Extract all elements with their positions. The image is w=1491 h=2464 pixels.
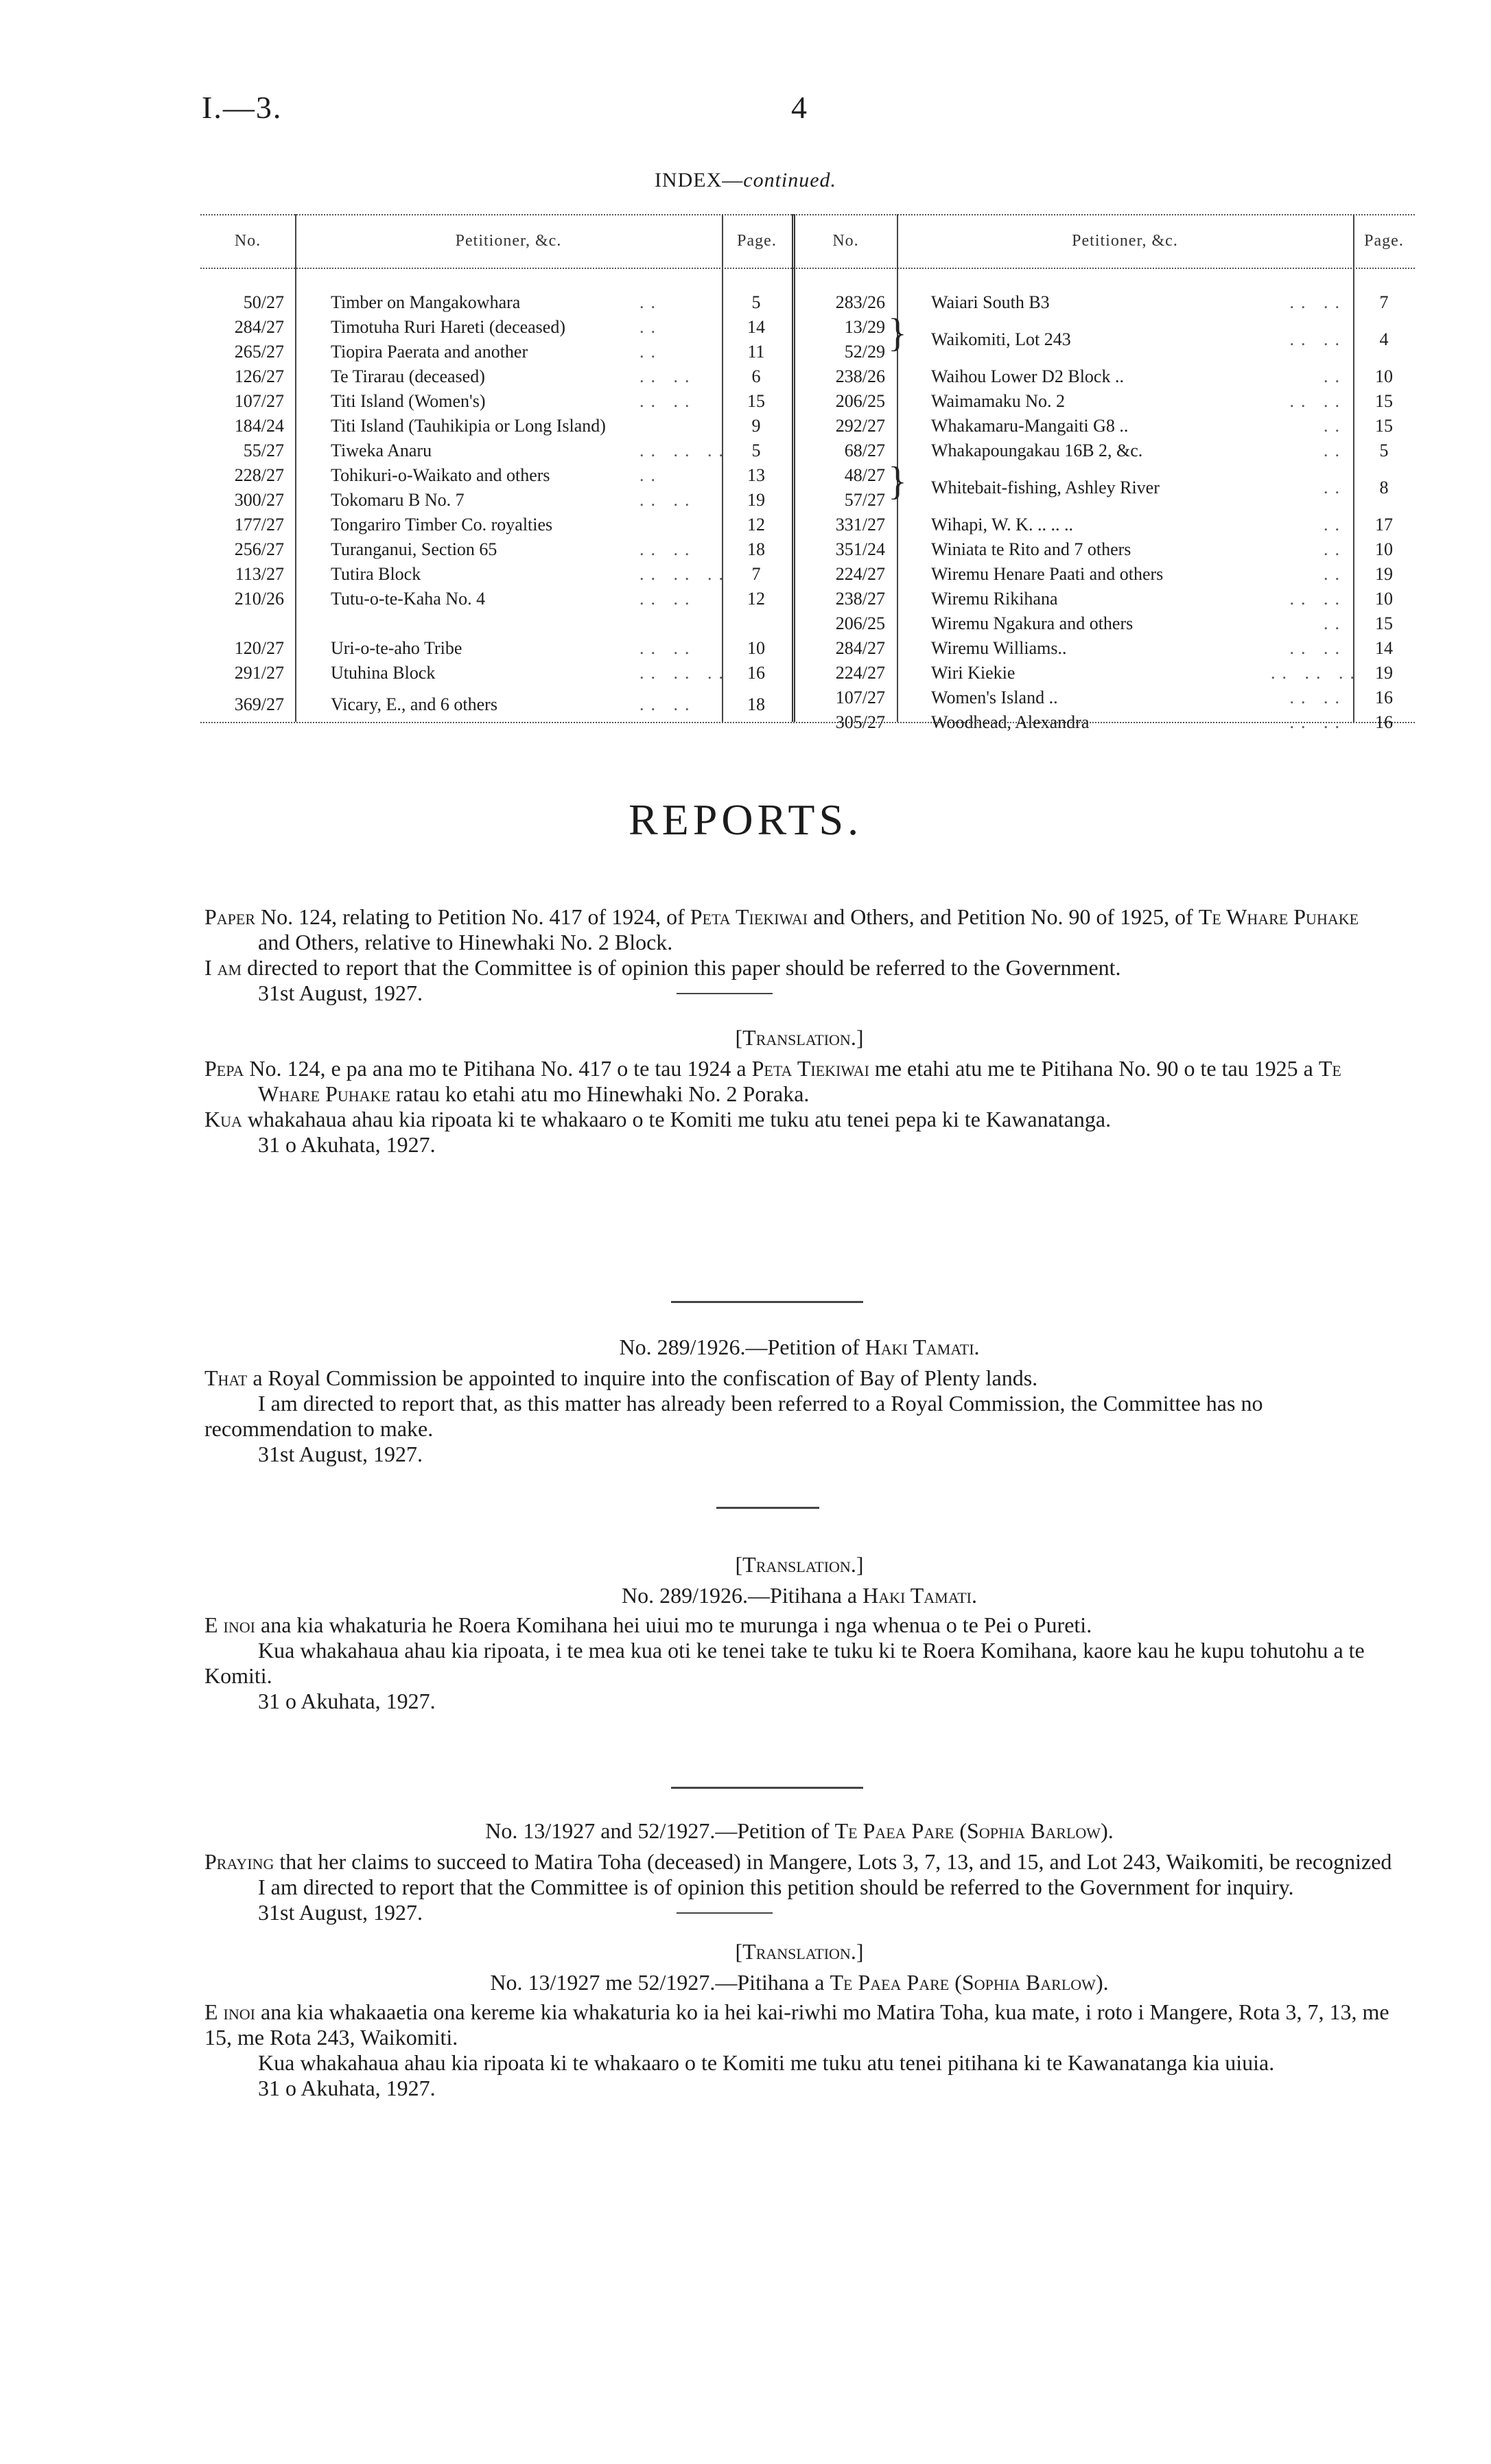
cell-no: 206/25 [835,391,885,411]
cell-leaders: .. .. [639,638,696,658]
table-row [200,366,1415,391]
cell-leaders: .. .. .. [639,564,730,584]
cell-no: 256/27 [234,539,284,559]
text-run: and Others, relative to Hinewhaki No. 2 Block. [258,930,673,954]
reports-title: REPORTS. [628,795,863,844]
cell-petitioner: Women's Island .. [931,688,1058,707]
date-text: 31 o Akuhata, 1927. [258,2076,436,2100]
cell-petitioner: Vicary, E., and 6 others [331,694,497,714]
report-body: I am directed to report that the Committee is of opinion this petition should be referred to the Government for inquiry. [258,1875,1294,1899]
cell-page: 13 [747,465,765,485]
cell-petitioner: Uri-o-te-aho Tribe [331,638,462,658]
cell-page: 12 [747,515,765,535]
table-row [200,589,1415,613]
page-number: 4 [791,90,807,125]
short-rule [677,993,773,994]
lead-word: Praying [204,1849,274,1874]
cell-leaders: .. [1324,613,1346,633]
table-row-merged [200,329,1415,354]
table-row [200,416,1415,441]
cell-no: 238/26 [835,366,885,386]
cell-leaders: .. .. [639,589,696,609]
cell-petitioner: Wiremu Rikihana [931,589,1058,609]
text-run: me etahi atu me te Pitihana No. 90 o te tau 1925 a [869,1056,1319,1081]
cell-page: 5 [751,441,761,460]
cell-petitioner: Waihou Lower D2 Block .. [931,366,1124,386]
translation-label [204,1939,1394,1964]
cell-no: 113/27 [235,564,284,584]
translation-date [204,1689,1394,1714]
cell-page: 16 [1375,712,1393,732]
report-section-paper-124 [204,904,1394,1158]
cell-petitioner: Whitebait-fishing, Ashley River [931,478,1160,497]
text-run: ana kia whakaaetia ona kereme kia whakaturia ko ia hei kai-riwhi mo Matira Toha, kua mate, i roto i Mangere, Rota 3, 7, 13, me 15, me Rota 243, Waikomiti. [204,1999,1389,2050]
person-name: Haki Tamati. [865,1335,980,1359]
cell-page: 11 [747,342,765,362]
table-row [200,663,1415,688]
translation-text: [Translation.] [735,1939,864,1964]
cell-petitioner: Tiweka Anaru [331,441,432,460]
translation-heading [204,1970,1394,1995]
translation-label [204,1025,1394,1051]
cell-petitioner: Turanganui, Section 65 [331,539,497,559]
cell-no: 305/27 [835,712,885,732]
cell-no: 48/27 [844,465,885,485]
cell-petitioner: Wihapi, W. K. .. .. .. [931,515,1073,535]
date-text: 31 o Akuhata, 1927. [258,1689,436,1713]
cell-page: 5 [1379,441,1389,460]
cell-leaders: .. [1324,366,1346,386]
report-section-289-1926 [204,1335,1394,1467]
cell-leaders: .. .. [1289,688,1346,707]
lead-word: Pepa [204,1056,244,1081]
text-run: whakahaua ahau kia ripoata ki te whakaaro o te Komiti me tuku atu tenei pepa ki te Kawanatanga. [242,1107,1112,1131]
cell-no: 292/27 [835,416,885,436]
cell-no: 300/27 [234,490,284,510]
cell-no: 120/27 [234,638,284,658]
cell-page: 7 [1379,292,1389,312]
cell-leaders: .. .. [639,539,696,559]
cell-no: 210/26 [234,589,284,609]
date-text: 31st August, 1927. [258,981,423,1005]
cell-leaders: .. .. [639,366,696,386]
cell-no: 369/27 [234,694,284,714]
person-name: Sophia Barlow [967,1818,1101,1843]
cell-petitioner: Wiremu Henare Paati and others [931,564,1164,584]
cell-page: 12 [747,589,765,609]
cell-petitioner: Waimamaku No. 2 [931,391,1066,411]
heading-text: ( [954,1818,967,1843]
cell-page: 10 [1375,539,1393,559]
cell-no: 55/27 [243,441,284,460]
cell-leaders: .. [1324,478,1346,497]
lead-word: That [204,1365,248,1390]
person-name: Te Whare Puhake [1198,904,1359,929]
report-section-13-1927 [204,1818,1394,2101]
cell-page: 5 [751,292,761,312]
cell-page: 15 [747,391,765,411]
cell-no: 238/27 [835,589,885,609]
translation-body: Kua whakahaua ahau kia ripoata ki te whakaaro o te Komiti me tuku atu tenei pitihana ki te Kawanatanga kia uiuia. [258,2050,1275,2075]
cell-page: 6 [751,366,761,386]
cell-no: 265/27 [234,342,284,362]
heading-text: No. 13/1927 me 52/1927.—Pitihana a [490,1970,830,1995]
cell-leaders: .. [639,292,662,312]
cell-petitioner: Winiata te Rito and 7 others [931,539,1131,559]
cell-petitioner: Wiremu Ngakura and others [931,613,1134,633]
cell-page: 18 [747,694,765,714]
cell-petitioner: Whakamaru-Mangaiti G8 .. [931,416,1129,436]
cell-leaders: .. .. [1289,712,1346,732]
bracket-brace: } [888,458,907,503]
cell-no: 57/27 [844,490,885,510]
cell-no: 107/27 [835,688,885,707]
heading-text: No. 289/1926.—Pitihana a [622,1583,863,1608]
header-petitioner-left: Petitioner, &c. [455,232,562,250]
cell-page: 7 [751,564,761,584]
table-row [200,712,1415,737]
cell-petitioner: Utuhina Block [331,663,436,683]
short-divider [716,1507,819,1509]
cell-no: 351/24 [835,539,885,559]
cell-leaders: .. [639,317,662,337]
cell-petitioner: Tohikuri-o-Waikato and others [331,465,550,485]
cell-page: 14 [1375,638,1393,658]
cell-petitioner: Tongariro Timber Co. royalties [331,515,553,535]
cell-no: 177/27 [234,515,284,535]
cell-page: 10 [1375,366,1393,386]
text-run: No. 124, e pa ana mo te Pitihana No. 417 o te tau 1924 a [244,1056,752,1081]
cell-page: 16 [1375,688,1393,707]
cell-leaders: .. .. .. [639,441,730,460]
cell-no: 126/27 [234,366,284,386]
cell-no: 331/27 [835,515,885,535]
person-name: Te Paea Pare [834,1818,954,1843]
cell-petitioner: Timber on Mangakowhara [331,292,521,312]
translation-prayer [204,1999,1394,2050]
table-row [200,688,1415,712]
cell-page: 15 [1375,416,1393,436]
table-row [200,613,1415,638]
report-prayer [204,1365,1394,1391]
cell-petitioner: Waiari South B3 [931,292,1050,312]
cell-petitioner: Waikomiti, Lot 243 [931,329,1071,349]
cell-no: 107/27 [234,391,284,411]
cell-page: 17 [1375,515,1393,535]
cell-no: 224/27 [835,663,885,683]
cell-page: 10 [747,638,765,658]
translation-body [204,1107,1394,1132]
cell-petitioner: Tokomaru B No. 7 [331,490,465,510]
header-no-left: No. [234,232,261,250]
cell-page: 8 [1379,478,1389,497]
cell-leaders: .. .. .. [639,663,730,683]
cell-page: 10 [1375,589,1393,609]
translation-heading [204,1583,1394,1608]
report-body: I am directed to report that, as this matter has already been referred to a Royal Commission, the Committee has no recommendation to make. [204,1391,1263,1441]
cell-page: 19 [1375,663,1393,683]
cell-leaders: .. .. [639,391,696,411]
cell-petitioner: Te Tirarau (deceased) [331,366,485,386]
table-row [200,638,1415,663]
section-divider [671,1301,863,1303]
heading-text: ( [949,1970,962,1995]
header-no-right: No. [832,232,859,250]
cell-no: 291/27 [234,663,284,683]
cell-leaders: .. .. .. [1271,663,1361,683]
translation-section-289-1926 [204,1552,1394,1714]
cell-petitioner: Titi Island (Tauhikipia or Long Island) [331,416,606,436]
heading-text: ). [1095,1970,1109,1995]
cell-petitioner: Wiremu Williams.. [931,638,1067,658]
translation-body: Kua whakahaua ahau kia ripoata, i te mea kua oti ke tenei take te tuku ki te Roera Komihana, kaore kau he kupu tohutohu a te Komiti. [204,1638,1365,1688]
text-run: directed to report that the Committee is of opinion this paper should be referred to the Government. [242,955,1121,980]
text-run: ana kia whakaturia he Roera Komihana hei uiui mo te murunga i nga whenua o te Pei o Pureti. [255,1612,1092,1637]
cell-leaders: .. .. [1289,329,1346,349]
cell-no: 50/27 [243,292,284,312]
bracket-brace: } [888,310,907,355]
cell-no: 206/25 [835,613,885,633]
index-continued: continued. [743,169,837,191]
cell-no: 284/27 [234,317,284,337]
person-name: Peta Tiekiwai [690,904,808,929]
cell-leaders: .. .. [639,490,696,510]
lead-word: I am [204,955,242,980]
cell-no: 52/29 [844,342,885,362]
text-run: No. 124, relating to Petition No. 417 of 1924, of [255,904,690,929]
translation-text: [Translation.] [735,1025,864,1050]
person-name: Haki Tamati. [862,1583,977,1608]
cell-leaders: .. [1324,441,1346,460]
table-row [200,515,1415,539]
report-body [204,955,1394,981]
translation-date [204,1132,1394,1158]
text-run: that her claims to succeed to Matira Toha (deceased) in Mangere, Lots 3, 7, 13, and 15, and Lot 243, Waikomiti, be recognized [274,1849,1392,1874]
index-title: INDEX— [654,169,744,191]
report-prayer [204,1849,1394,1875]
date-text: 31st August, 1927. [258,1442,423,1466]
cell-leaders: .. [1324,416,1346,436]
lead-word: E inoi [204,1999,255,2024]
section-divider [671,1787,863,1789]
heading-text: No. 13/1927 and 52/1927.—Petition of [485,1818,835,1843]
lead-word: Kua [204,1107,242,1131]
cell-petitioner: Whakapoungakau 16B 2, &c. [931,441,1143,460]
cell-petitioner: Tutu-o-te-Kaha No. 4 [331,589,486,609]
cell-no: 13/29 [844,317,885,337]
person-name: Te Paea Pare [830,1970,950,1995]
cell-no: 224/27 [835,564,885,584]
table-header-rule [200,268,1415,269]
report-heading [204,1335,1394,1360]
index-heading [0,169,1491,192]
text-run: a Royal Commission be appointed to inquire into the confiscation of Bay of Plenty lands. [247,1365,1038,1390]
cell-leaders: .. [639,465,662,485]
header-page-right: Page. [1364,232,1404,250]
cell-page: 15 [1375,391,1393,411]
cell-page: 18 [747,539,765,559]
table-top-rule [200,214,1415,215]
cell-leaders: .. .. [1289,589,1346,609]
header-page-left: Page. [737,232,777,250]
cell-petitioner: Titi Island (Women's) [331,391,486,411]
cell-page: 19 [747,490,765,510]
cell-petitioner: Timotuha Ruri Hareti (deceased) [331,317,565,337]
cell-leaders: .. .. [639,694,696,714]
table-row-merged [200,478,1415,502]
cell-page: 15 [1375,613,1393,633]
person-name: Te Whare Puhake [258,1056,1341,1106]
table-row [200,441,1415,465]
cell-page: 9 [751,416,761,436]
report-date [204,981,1394,1006]
person-name: Sophia Barlow [961,1970,1096,1995]
table-row [200,292,1415,317]
cell-no: 68/27 [844,441,885,460]
header-petitioner-right: Petitioner, &c. [1072,232,1178,250]
table-row [200,564,1415,589]
cell-petitioner: Wiri Kiekie [931,663,1015,683]
cell-leaders: .. .. [1289,292,1346,312]
cell-petitioner: Tiopira Paerata and another [331,342,528,362]
cell-page: 14 [747,317,765,337]
lead-word: E inoi [204,1612,255,1637]
translation-label [204,1552,1394,1577]
report-date [204,1442,1394,1467]
cell-leaders: .. [1324,564,1346,584]
table-row [200,539,1415,564]
text-run: ratau ko etahi atu mo Hinewhaki No. 2 Poraka. [390,1081,810,1106]
table-row [200,391,1415,416]
text-run: and Others, and Petition No. 90 of 1925, of [808,904,1199,929]
cell-no: 228/27 [234,465,284,485]
index-table [200,214,1415,736]
heading-text: No. 289/1926.—Petition of [619,1335,865,1359]
translation-heading [204,1056,1394,1107]
cell-petitioner: Woodhead, Alexandra [931,712,1090,732]
short-rule [677,1912,773,1914]
cell-no: 283/26 [835,292,885,312]
report-heading [204,904,1394,955]
cell-petitioner: Tutira Block [331,564,421,584]
heading-text: ). [1101,1818,1114,1843]
cell-no: 184/24 [234,416,284,436]
translation-text: [Translation.] [735,1552,864,1577]
report-heading [204,1818,1394,1844]
cell-page: 16 [747,663,765,683]
cell-no: 284/27 [835,638,885,658]
cell-leaders: .. [1324,539,1346,559]
person-name: Peta Tiekiwai [751,1056,869,1081]
document-reference: I.—3. [202,90,283,125]
date-text: 31 o Akuhata, 1927. [258,1132,436,1157]
cell-leaders: .. .. [1289,391,1346,411]
cell-leaders: .. [639,342,662,362]
report-date [204,1900,1394,1925]
cell-leaders: .. [1324,515,1346,535]
cell-page: 19 [1375,564,1393,584]
cell-page: 4 [1379,329,1389,349]
lead-word: Paper [204,904,256,929]
date-text: 31st August, 1927. [258,1900,423,1925]
cell-leaders: .. .. [1289,638,1346,658]
translation-date [204,2076,1394,2101]
translation-prayer [204,1612,1394,1638]
